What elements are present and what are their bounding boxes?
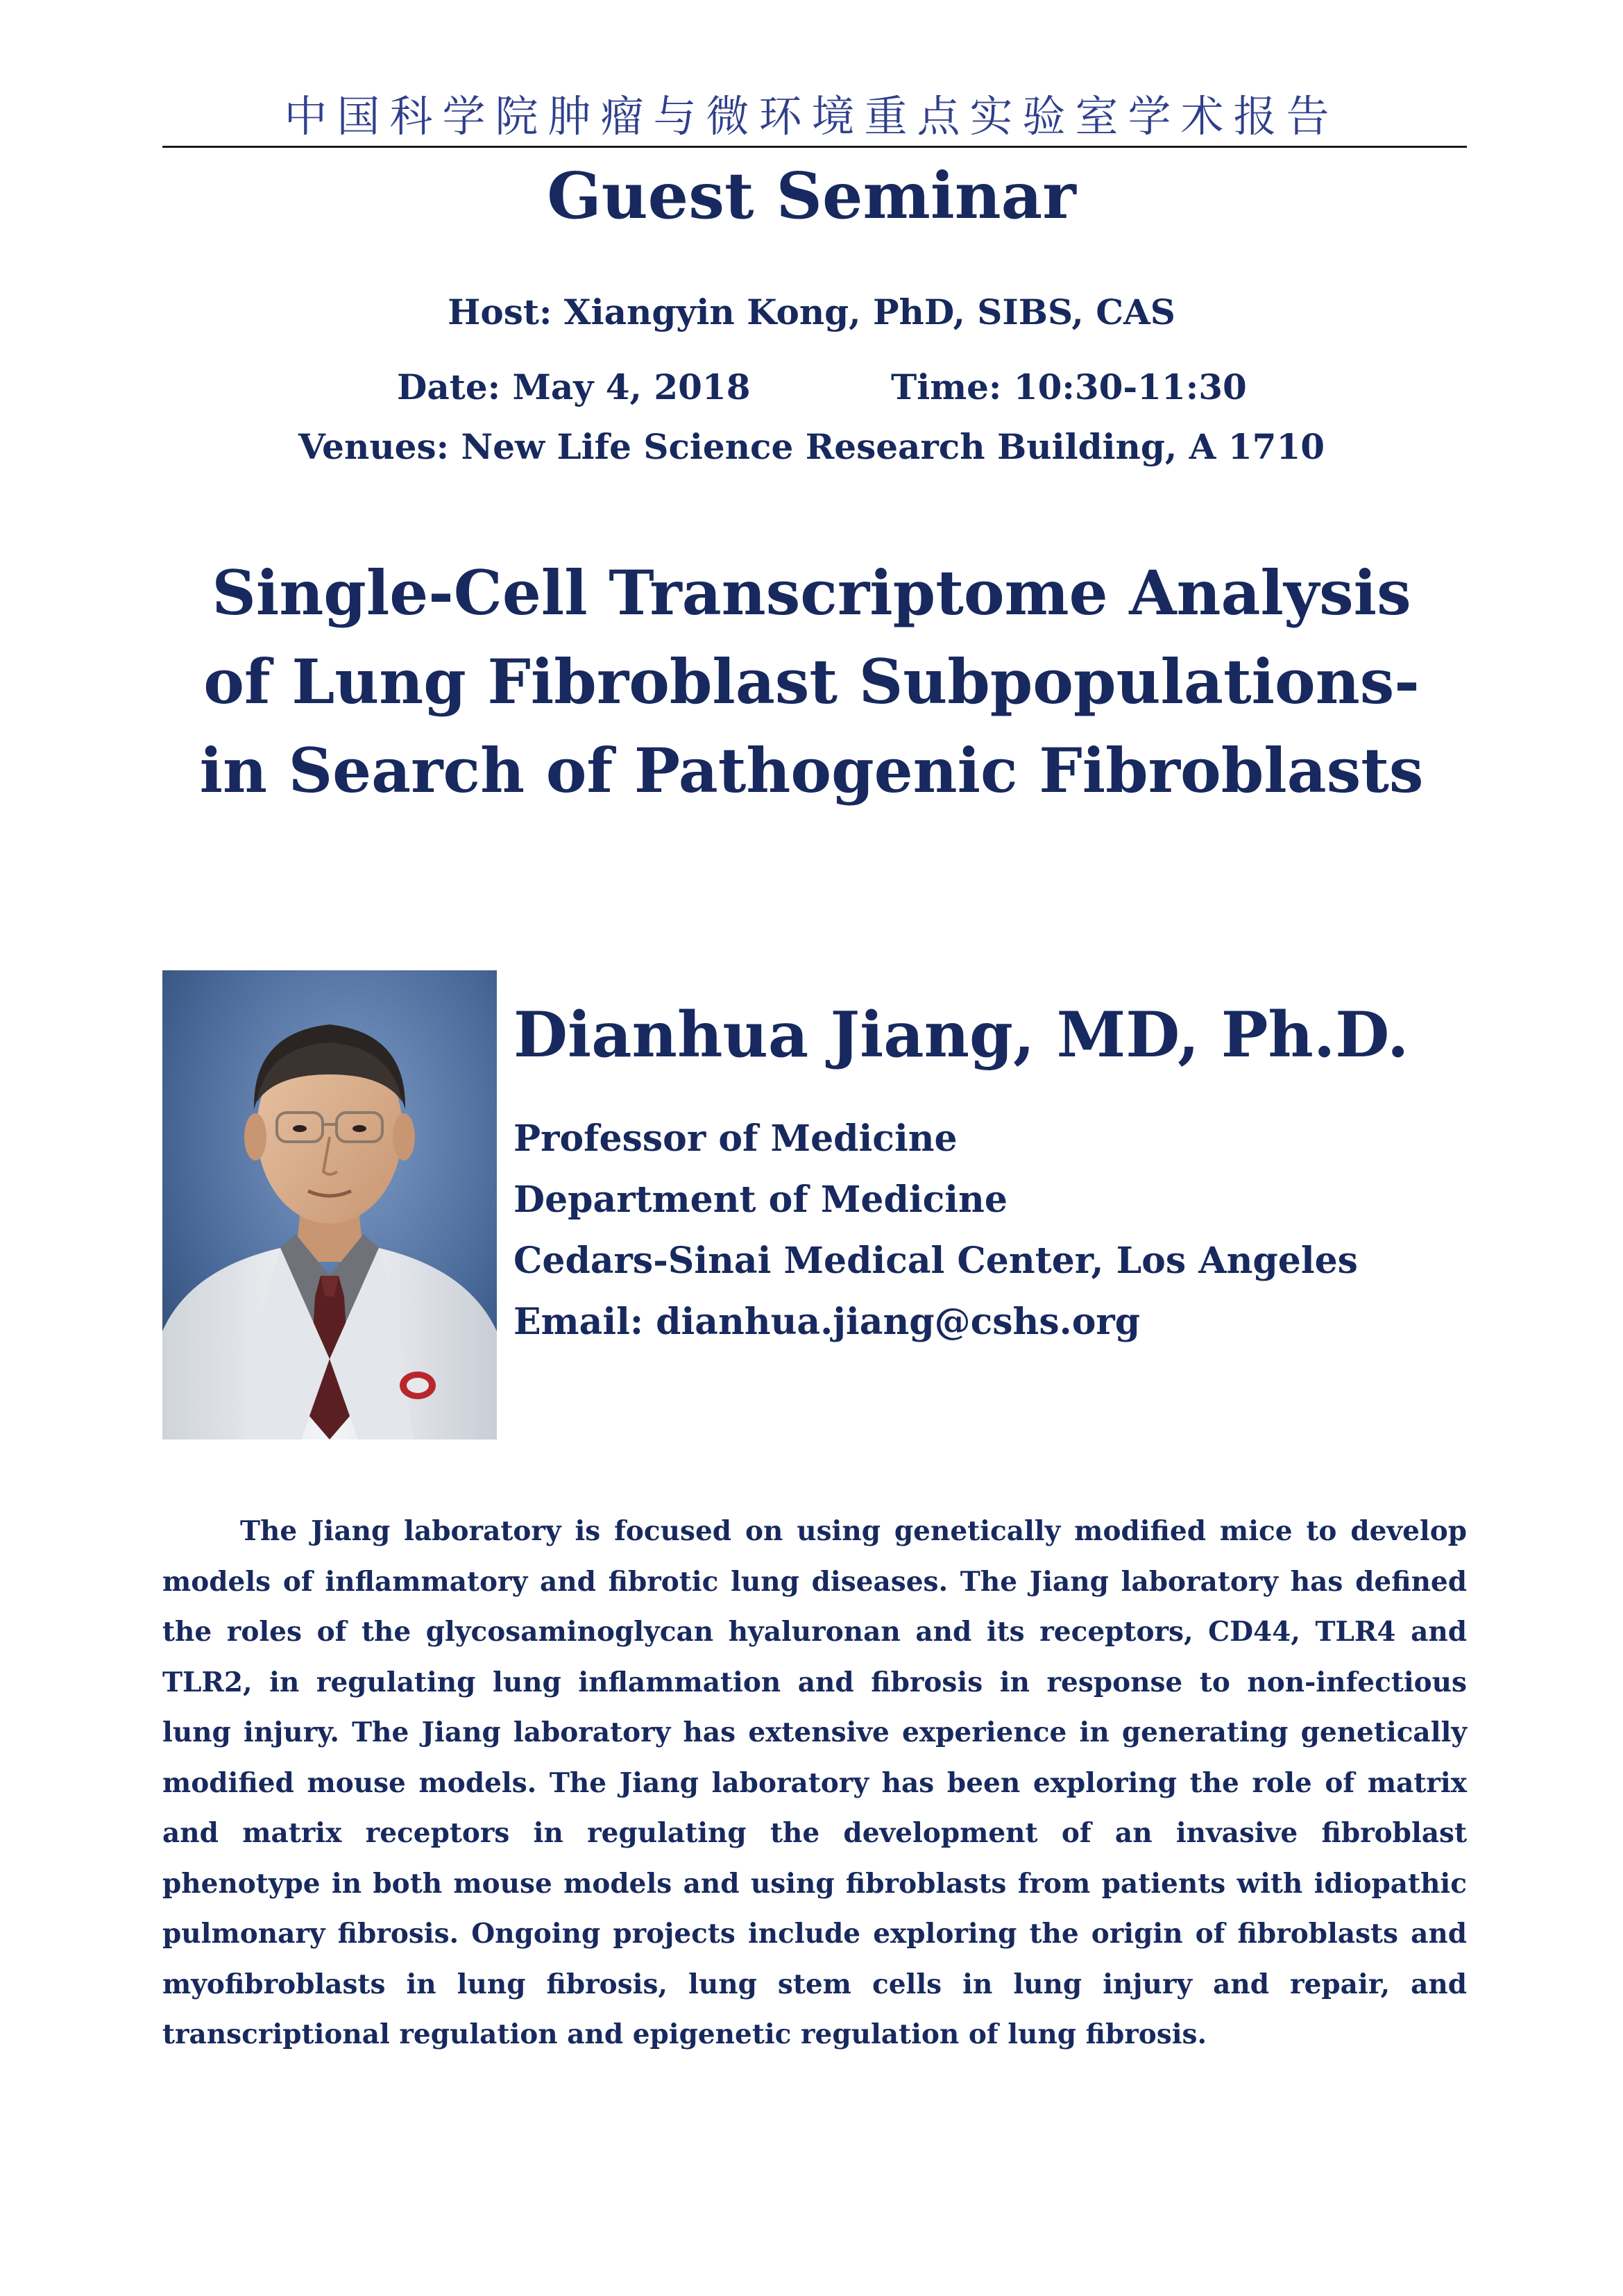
header-divider (162, 146, 1467, 148)
seminar-title: Guest Seminar (547, 158, 1076, 233)
talk-title-line-1: Single-Cell Transcriptome Analysis (212, 557, 1411, 629)
speaker-photo (162, 970, 497, 1440)
speaker-email: Email: dianhua.jiang@cshs.org (513, 1301, 1141, 1343)
speaker-department: Department of Medicine (513, 1179, 1008, 1221)
abstract-paragraph: The Jiang laboratory is focused on using genetically modified mice to develop models of inflammatory and fibrotic lung diseases. The Jiang laboratory has defined the roles of the glycosaminoglycan hyaluronan and its receptors, CD44, TLR4 and TLR2, in regulating lung inflammation and fibrosis in response to non-infectious lung injury. The Jiang laboratory has extensive experience in generating genetically modified mouse models. The Jiang laboratory has been exploring the role of matrix and matrix receptors in regulating the development of an invasive fibroblast phenotype in both mouse models and using fibroblasts from patients with idiopathic pulmonary fibrosis. Ongoing projects include exploring the origin of fibroblasts and myofibroblasts in lung fibrosis, lung stem cells in lung injury and repair, and transcriptional regulation and epigenetic regulation of lung fibrosis. (162, 1515, 1467, 2050)
date-line: Date: May 4, 2018 (397, 366, 751, 407)
time-line: Time: 10:30-11:30 (891, 366, 1247, 407)
host-line: Host: Xiangyin Kong, PhD, SIBS, CAS (448, 292, 1175, 332)
speaker-position: Professor of Medicine (513, 1117, 958, 1160)
speaker-name: Dianhua Jiang, MD, Ph.D. (513, 998, 1409, 1072)
talk-title (69, 548, 1554, 815)
talk-title-line-3: in Search of Pathogenic Fibroblasts (199, 734, 1424, 807)
institution-heading: 中国科学院肿瘤与微环境重点实验室学术报告 (284, 91, 1339, 142)
talk-title-line-2: of Lung Fibroblast Subpopulations- (203, 645, 1420, 718)
venue-line: Venues: New Life Science Research Building, A 1710 (298, 426, 1325, 467)
speaker-institution: Cedars-Sinai Medical Center, Los Angeles (513, 1240, 1358, 1282)
